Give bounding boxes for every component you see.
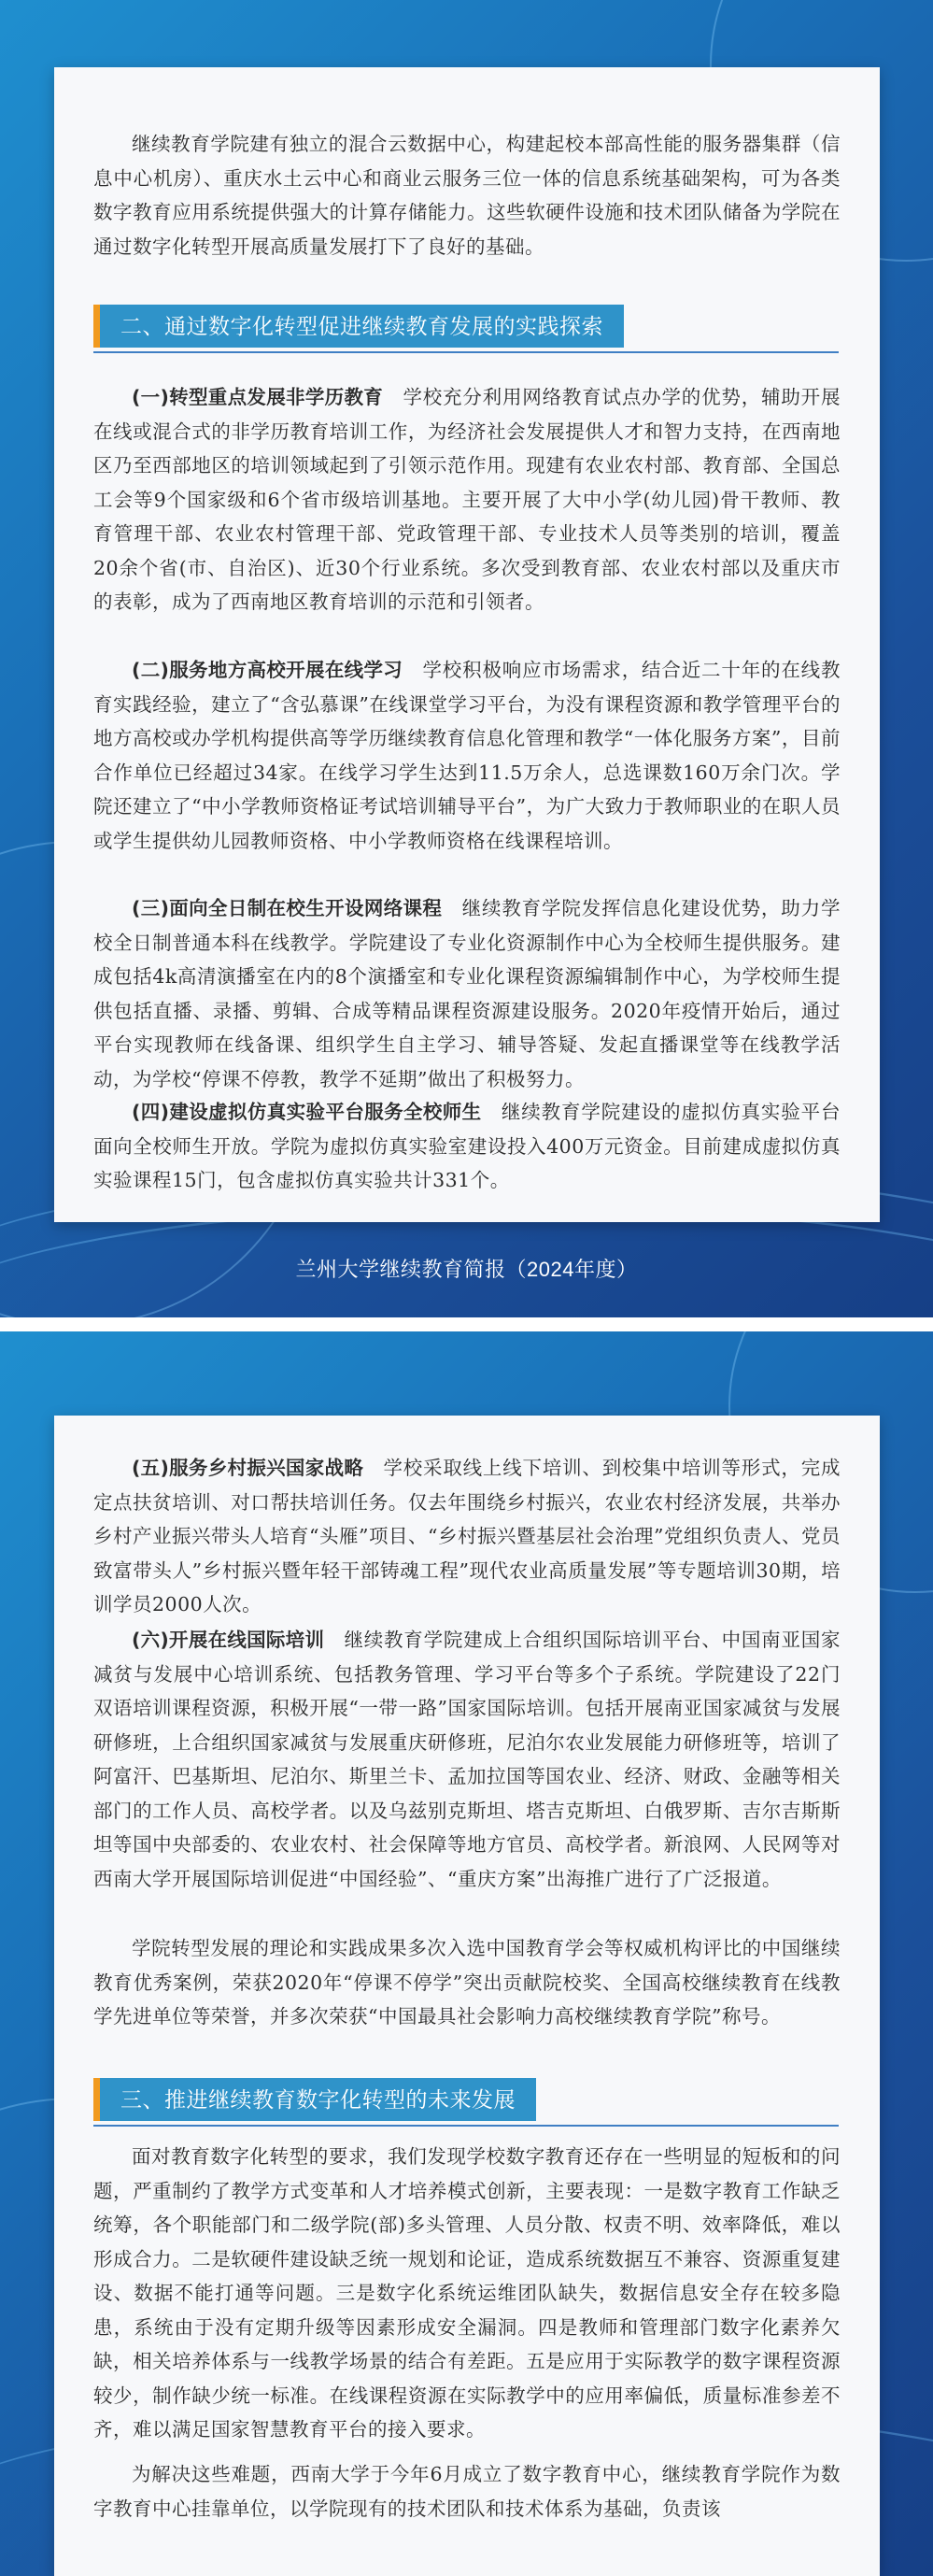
- item-paragraph: [93, 1095, 841, 1198]
- item-paragraph: [93, 653, 841, 858]
- future-text: 为解决这些难题，西南大学于今年6月成立了数字教育中心，继续教育学院作为数字教育中心挂靠单位，以学院现有的技术团队和技术体系为基础，负责该: [93, 2463, 841, 2520]
- achievement-text: 学院转型发展的理论和实践成果多次入选中国教育学会等权威机构评比的中国继续教育优秀案例，荣获2020年“停课不停学”突出贡献院校奖、全国高校继续教育在线教学先进单位等荣誉，并多次荣获“中国最具社会影响力高校继续教育学院”称号。: [93, 1937, 841, 2028]
- item-text: 学校采取线上线下培训、到校集中培训等形式，完成定点扶贫培训、对口帮扶培训任务。仅去年围绕乡村振兴，农业农村经济发展，共举办乡村产业振兴带头人培育“头雁”项目、“乡村振兴暨基层社会治理”党组织负责人、党员致富带头人”乡村振兴暨年轻干部铸魂工程”现代农业高质量发展”等专题培训30期，培训学员2000人次。: [93, 1457, 841, 1615]
- section-accent-bar: [93, 305, 100, 348]
- section-accent-bar: [93, 2078, 100, 2121]
- section-title: 二、通过数字化转型促进继续教育发展的实践探索: [100, 305, 624, 348]
- intro-text: 继续教育学院建有独立的混合云数据中心，构建起校本部高性能的服务器集群（信息中心机房）、重庆水土云中心和商业云服务三位一体的信息系统基础架构，可为各类数字教育应用系统提供强大的计算存储能力。这些软硬件设施和技术团队储备为学院在通过数字化转型开展高质量发展打下了良好的基础。: [93, 133, 841, 258]
- content-card-2: [54, 1416, 880, 2576]
- item-text: 学校积极响应市场需求，结合近二十年的在线教育实践经验，建立了“含弘慕课”在线课堂学习平台，为没有课程资源和教学管理平台的地方高校或办学机构提供高等学历继续教育信息化管理和教学“一体化服务方案”，目前合作单位已经超过34家。在线学习学生达到11.5万余人，总选课数160万余门次。学院还建立了“中小学教师资格证考试培训辅导平台”，为广大致力于教师职业的在职人员或学生提供幼儿园教师资格、中小学教师资格在线课程培训。: [93, 659, 841, 852]
- future-paragraph: [93, 2457, 841, 2526]
- future-text: 面对教育数字化转型的要求，我们发现学校数字教育还存在一些明显的短板和的问题，严重制约了教学方式变革和人才培养模式创新，主要表现：一是数字教育工作缺乏统筹，各个职能部门和二级学院(部)多头管理、人员分散、权责不明、效率降低，难以形成合力。二是软硬件建设缺乏统一规划和论证，造成系统数据互不兼容、资源重复建设、数据不能打通等问题。三是数字化系统运维团队缺失，数据信息安全存在较多隐患，系统由于没有定期升级等因素形成安全漏洞。四是教师和管理部门数字化素养欠缺，相关培养体系与一线教学场景的结合有差距。五是应用于实际教学的数字课程资源较少，制作缺少统一标准。在线课程资源在实际教学中的应用率偏低，质量标准参差不齐，难以满足国家智慧教育平台的接入要求。: [93, 2145, 841, 2441]
- item-paragraph: [93, 1623, 841, 1896]
- item-heading: (二)服务地方高校开展在线学习: [132, 659, 403, 681]
- content-card-1: [54, 67, 880, 1222]
- item-heading: (六)开展在线国际培训: [132, 1629, 325, 1651]
- future-paragraph: [93, 2140, 841, 2447]
- item-text: 继续教育学院发挥信息化建设优势，助力学校全日制普通本科在线教学。学院建设了专业化资源制作中心为全校师生提供服务。建成包括4k高清演播室在内的8个演播室和专业化课程资源编辑制作中心，为学校师生提供包括直播、录播、剪辑、合成等精品课程资源建设服务。2020年疫情开始后，通过平台实现教师在线备课、组织学生自主学习、辅导答疑、发起直播课堂等在线教学活动，为学校“停课不停教，教学不延期”做出了积极努力。: [93, 897, 841, 1090]
- item-paragraph: [93, 891, 841, 1096]
- section-header-3: [93, 2074, 839, 2127]
- item-text: 继续教育学院建成上合组织国际培训平台、中国南亚国家减贫与发展中心培训系统、包括教务管理、学习平台等多个子系统。学院建设了22门双语培训课程资源，积极开展“一带一路”国家国际培训。包括开展南亚国家减贫与发展研修班，上合组织国家减贫与发展重庆研修班，尼泊尔农业发展能力研修班等，培训了阿富汗、巴基斯坦、尼泊尔、斯里兰卡、孟加拉国等国农业、经济、财政、金融等相关部门的工作人员、高校学者。以及乌兹别克斯坦、塔吉克斯坦、白俄罗斯、吉尔吉斯斯坦等国中央部委的、农业农村、社会保障等地方官员、高校学者。新浪网、人民网等对西南大学开展国际培训促进“中国经验”、“重庆方案”出海推广进行了广泛报道。: [93, 1629, 841, 1890]
- item-text: 学校充分利用网络教育试点办学的优势，辅助开展在线或混合式的非学历教育培训工作，为经济社会发展提供人才和智力支持，在西南地区乃至西部地区的培训领域起到了引领示范作用。现建有农业农村部、教育部、全国总工会等9个国家级和6个省市级培训基地。主要开展了大中小学(幼儿园)骨干教师、教育管理干部、农业农村管理干部、党政管理干部、专业技术人员等类别的培训，覆盖20余个省(市、自治区)、近30个行业系统。多次受到教育部、农业农村部以及重庆市的表彰，成为了西南地区教育培训的示范和引领者。: [93, 386, 841, 613]
- section-title: 三、推进继续教育数字化转型的未来发展: [100, 2078, 536, 2121]
- item-paragraph: [93, 1451, 841, 1622]
- item-text: 继续教育学院建设的虚拟仿真实验平台面向全校师生开放。学院为虚拟仿真实验室建设投入400万元资金。目前建成虚拟仿真实验课程15门，包含虚拟仿真实验共计331个。: [93, 1101, 841, 1191]
- item-heading: (四)建设虚拟仿真实验平台服务全校师生: [132, 1101, 482, 1123]
- item-heading: (一)转型重点发展非学历教育: [132, 386, 384, 408]
- achievement-paragraph: [93, 1931, 841, 2034]
- section-header-2: [93, 301, 839, 353]
- item-paragraph: [93, 380, 841, 619]
- intro-paragraph: [93, 127, 841, 263]
- page-footer: 兰州大学继续教育简报（2024年度）: [295, 1258, 638, 1281]
- item-heading: (三)面向全日制在校生开设网络课程: [132, 897, 443, 919]
- item-heading: (五)服务乡村振兴国家战略: [132, 1457, 364, 1479]
